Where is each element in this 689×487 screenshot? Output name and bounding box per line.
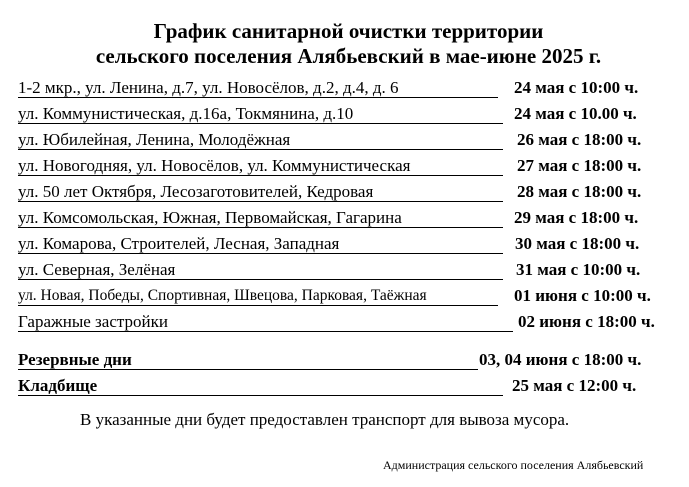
cemetery-label: Кладбище (18, 376, 98, 395)
schedule-streets: ул. Комарова, Строителей, Лесная, Западная (18, 234, 340, 253)
document-title-line-1: График санитарной очистки территории (153, 19, 544, 43)
schedule-streets: ул. 50 лет Октября, Лесозаготовителей, Кедровая (18, 182, 374, 201)
underline-divider (18, 395, 503, 396)
schedule-streets: Гаражные застройки (18, 312, 168, 331)
schedule-streets: ул. Юбилейная, Ленина, Молодёжная (18, 130, 291, 149)
schedule-date: 24 мая с 10:00 ч. (514, 78, 639, 97)
reserve-label: Резервные дни (18, 350, 132, 369)
schedule-date: 24 мая с 10.00 ч. (514, 104, 637, 123)
underline-divider (18, 331, 513, 332)
underline-divider (18, 123, 503, 124)
schedule-streets: ул. Новая, Победы, Спортивная, Швецова, Парковая, Таёжная (18, 287, 427, 304)
underline-divider (18, 201, 503, 202)
document-title-line-2: сельского поселения Алябьевский в мае-июне 2025 г. (95, 44, 602, 68)
underline-divider (18, 369, 478, 370)
schedule-date: 31 мая с 10:00 ч. (516, 260, 641, 279)
underline-divider (18, 253, 503, 254)
schedule-streets: ул. Комсомольская, Южная, Первомайская, Гагарина (18, 208, 402, 227)
underline-divider (18, 279, 503, 280)
cemetery-date: 25 мая с 12:00 ч. (512, 376, 637, 395)
footer-signature: Администрация сельского поселения Алябьевский (383, 458, 644, 472)
schedule-streets: ул. Коммунистическая, д.16а, Токмянина, д.10 (18, 104, 354, 123)
underline-divider (18, 149, 503, 150)
schedule-streets: ул. Новогодняя, ул. Новосёлов, ул. Коммунистическая (18, 156, 411, 175)
schedule-streets: ул. Северная, Зелёная (18, 260, 176, 279)
schedule-date: 28 мая с 18:00 ч. (517, 182, 642, 201)
schedule-date: 27 мая с 18:00 ч. (517, 156, 642, 175)
schedule-date: 02 июня с 18:00 ч. (518, 312, 655, 331)
schedule-date: 30 мая с 18:00 ч. (515, 234, 640, 253)
transport-note: В указанные дни будет предоставлен транспорт для вывоза мусора. (80, 410, 570, 429)
schedule-date: 29 мая с 18:00 ч. (514, 208, 639, 227)
underline-divider (18, 97, 498, 98)
schedule-date: 26 мая с 18:00 ч. (517, 130, 642, 149)
underline-divider (18, 175, 503, 176)
underline-divider (18, 227, 503, 228)
schedule-date: 01 июня с 10:00 ч. (514, 286, 651, 305)
reserve-date: 03, 04 июня с 18:00 ч. (479, 350, 642, 369)
underline-divider (18, 305, 498, 306)
schedule-streets: 1-2 мкр., ул. Ленина, д.7, ул. Новосёлов, д.2, д.4, д. 6 (18, 78, 399, 97)
